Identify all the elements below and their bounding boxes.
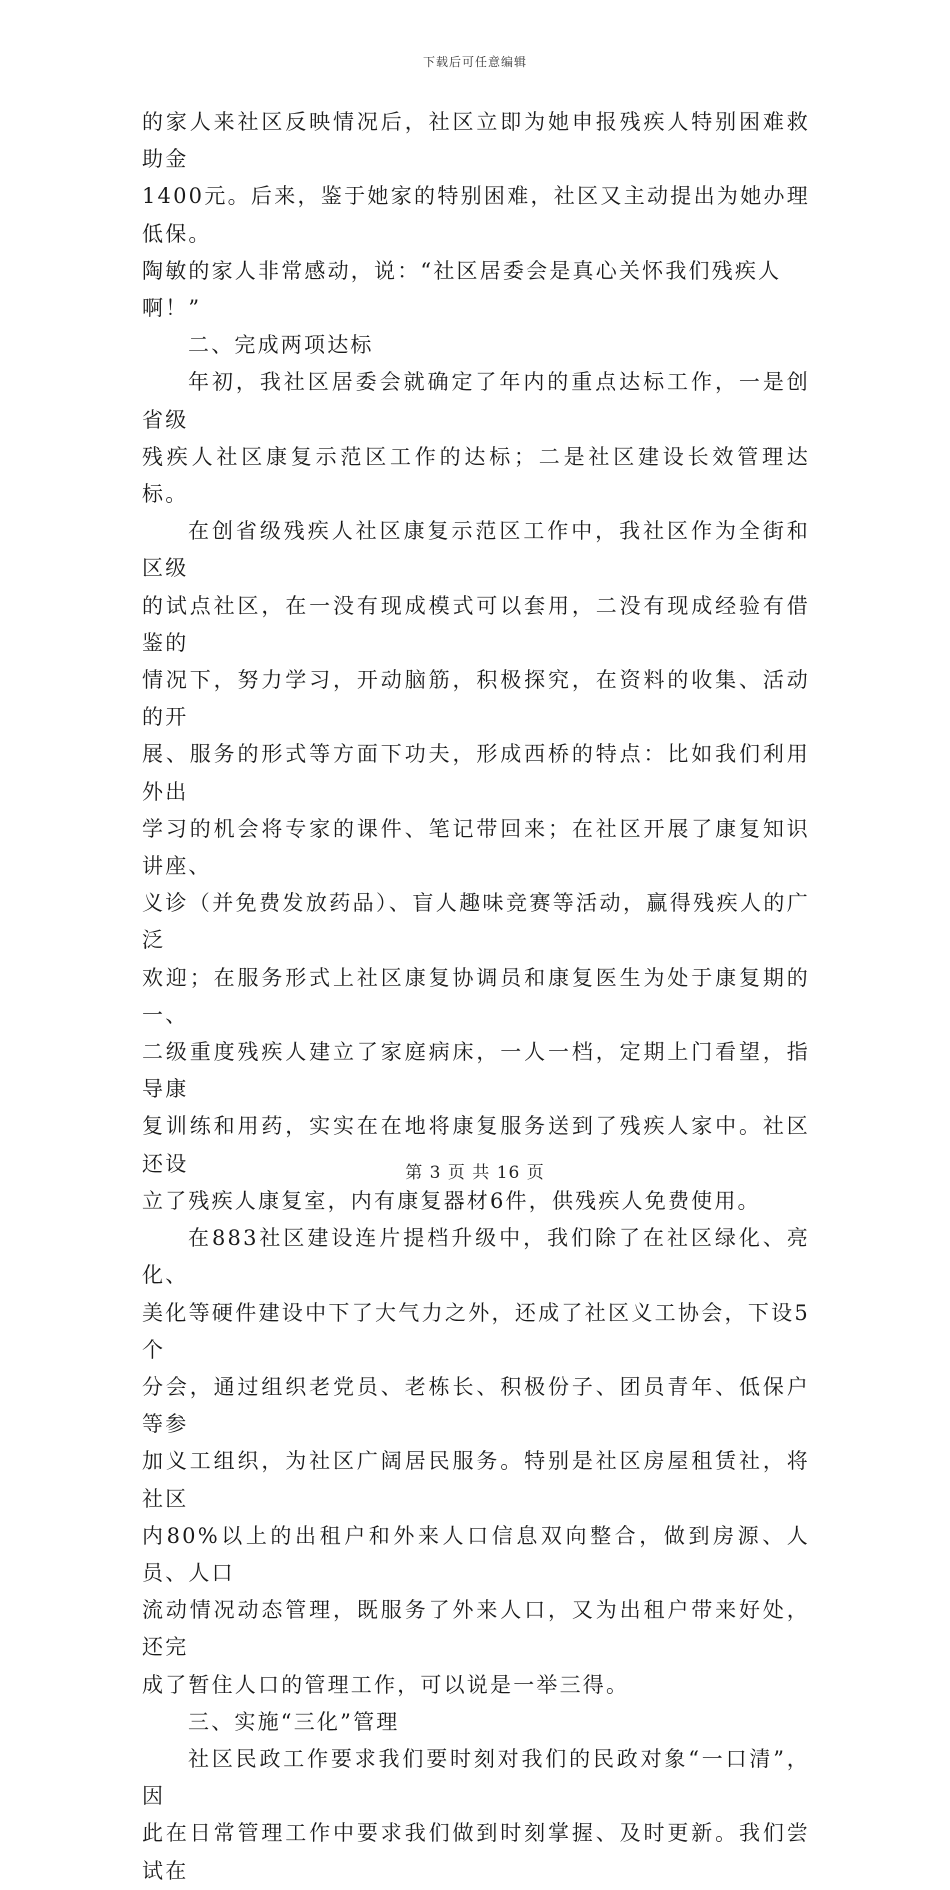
paragraph-line: 在883社区建设连片提档升级中，我们除了在社区绿化、亮化、 (142, 1226, 810, 1288)
paragraph-line: 流动情况动态管理，既服务了外来人口，又为出租户带来好处，还完 (142, 1598, 810, 1660)
paragraph (142, 104, 810, 327)
paragraph-line: 情况下，努力学习，开动脑筋，积极探究，在资料的收集、活动的开 (142, 668, 810, 730)
paragraph (142, 364, 810, 513)
paragraph-line: 内80%以上的出租户和外来人口信息双向整合，做到房源、人员、人口 (142, 1523, 810, 1585)
paragraph (142, 1704, 810, 1741)
paragraph (142, 1741, 810, 1890)
paragraph-line: 陶敏的家人非常感动，说：“社区居委会是真心关怀我们残疾人 (142, 258, 782, 283)
paragraph-line: 欢迎；在服务形式上社区康复协调员和康复医生为处于康复期的一、 (142, 965, 810, 1027)
page-footer (0, 1158, 950, 1183)
paragraph (142, 327, 810, 364)
paragraph-line: 年初，我社区居委会就确定了年内的重点达标工作，一是创省级 (142, 370, 810, 432)
paragraph-line: 的家人来社区反映情况后，社区立即为她申报残疾人特别困难救助金 (142, 110, 810, 172)
paragraph-line: 义诊（并免费发放药品）、盲人趣味竞赛等活动，赢得残疾人的广泛 (142, 891, 810, 953)
paragraph-line: 啊！” (142, 296, 202, 321)
paragraph-line: 残疾人社区康复示范区工作的达标；二是社区建设长效管理达标。 (142, 444, 810, 507)
page-header-note: 下载后可任意编辑 (422, 55, 527, 69)
paragraph-line: 社区民政工作要求我们要时刻对我们的民政对象“一口清”，因 (142, 1746, 810, 1809)
paragraph-line: 分会，通过组织老党员、老栋长、积极份子、团员青年、低保户等参 (142, 1374, 810, 1437)
paragraph-line: 美化等硬件建设中下了大气力之外，还成了社区义工协会，下设5个 (142, 1300, 810, 1362)
paragraph-line: 二级重度残疾人建立了家庭病床，一人一档，定期上门看望，指导康 (142, 1040, 810, 1102)
paragraph-line: 复训练和用药，实实在在地将康复服务送到了残疾人家中。社区还设 (142, 1114, 810, 1176)
paragraph-line: 成了暂住人口的管理工作，可以说是一举三得。 (142, 1672, 630, 1697)
document-body (142, 104, 810, 1890)
paragraph-line: 二、完成两项达标 (188, 333, 374, 358)
paragraph-line: 1400元。后来，鉴于她家的特别困难，社区又主动提出为她办理低保。 (142, 184, 810, 246)
paragraph-line: 的试点社区，在一没有现成模式可以套用，二没有现成经验有借鉴的 (142, 593, 810, 655)
paragraph (142, 1220, 810, 1704)
paragraph-line: 立了残疾人康复室，内有康复器材6件，供残疾人免费使用。 (142, 1188, 761, 1213)
paragraph-line: 加义工组织，为社区广阔居民服务。特别是社区房屋租赁社，将社区 (142, 1449, 810, 1511)
paragraph-line: 在创省级残疾人社区康复示范区工作中，我社区作为全街和区级 (142, 519, 810, 581)
paragraph-line: 学习的机会将专家的课件、笔记带回来；在社区开展了康复知识讲座、 (142, 816, 810, 879)
paragraph (142, 513, 810, 1220)
page-number-label: 第 3 页 共 16 页 (405, 1163, 545, 1183)
paragraph-line: 三、实施“三化”管理 (188, 1709, 400, 1734)
paragraph-line: 此在日常管理工作中要求我们做到时刻掌握、及时更新。我们尝试在 (142, 1821, 810, 1883)
paragraph-line: 展、服务的形式等方面下功夫，形成西桥的特点：比如我们利用外出 (142, 742, 810, 804)
